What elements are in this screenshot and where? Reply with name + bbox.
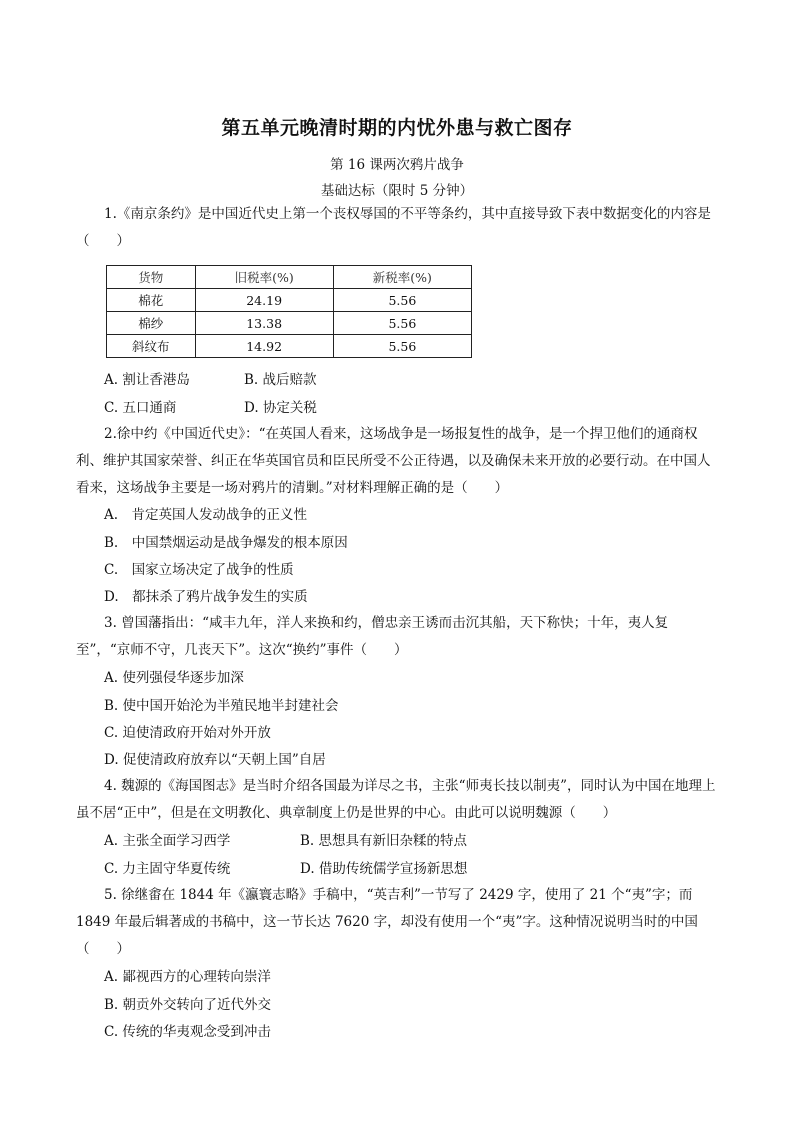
table-header-cell: 货物 (107, 266, 196, 289)
question-5-stem: 5. 徐继畬在 1844 年《瀛寰志略》手稿中，“英吉利”一节写了 2429 字，使用了 21 个“夷”字；而 1849 年最后辑著成的书稿中，这一节长达 7620 字，却没有使用一个“夷”字。这种情况说明当时的中国（ ） (76, 887, 698, 957)
table-row (107, 312, 472, 335)
table-row (107, 289, 472, 312)
table-cell: 棉花 (107, 289, 196, 312)
table-cell: 棉纱 (107, 312, 196, 335)
q3-option-d[interactable]: D. 促使清政府放弃以“天朝上国”自居 (104, 752, 326, 768)
q2-option-b[interactable]: B. 中国禁烟运动是战争爆发的根本原因 (104, 535, 348, 551)
q5-option-b[interactable]: B. 朝贡外交转向了近代外交 (104, 997, 272, 1013)
q1-option-c[interactable]: C. 五口通商 (104, 400, 177, 416)
table-cell: 13.38 (195, 312, 333, 335)
q3-option-a[interactable]: A. 使列强侵华逐步加深 (104, 670, 244, 686)
q3-option-b[interactable]: B. 使中国开始沦为半殖民地半封建社会 (104, 698, 339, 714)
table-header-cell: 新税率(%) (333, 266, 471, 289)
q4-option-a[interactable]: A. 主张全面学习西学 (104, 833, 231, 849)
q4-option-c[interactable]: C. 力主固守华夏传统 (104, 861, 231, 877)
question-3-stem: 3. 曾国藩指出：“咸丰九年，洋人来换和约，僧忠亲王诱而击沉其船，天下称快；十年，夷人复至”，“京师不守，几丧天下”。这次“换约”事件（ ） (76, 615, 669, 658)
table-cell: 14.92 (195, 335, 333, 358)
question-4-stem: 4. 魏源的《海国图志》是当时介绍各国最为详尽之书，主张“师夷长技以制夷”，同时认为中国在地理上虽不居“正中”，但是在文明教化、典章制度上仍是世界的中心。由此可以说明魏源（ ） (76, 778, 716, 821)
unit-title: 第五单元晚清时期的内忧外患与救亡图存 (221, 117, 573, 139)
q4-option-b[interactable]: B. 思想具有新旧杂糅的特点 (300, 833, 468, 849)
q5-option-a[interactable]: A. 鄙视西方的心理转向崇洋 (104, 969, 271, 985)
table-cell: 5.56 (333, 335, 471, 358)
q1-option-d[interactable]: D. 协定关税 (244, 400, 317, 416)
q2-option-a[interactable]: A. 肯定英国人发动战争的正义性 (104, 507, 308, 523)
question-2-stem: 2.徐中约《中国近代史》：“在英国人看来，这场战争是一场报复性的战争，是一个捍卫他们的通商权利、维护其国家荣誉、纠正在华英国官员和臣民所受不公正待遇，以及确保未来开放的必要行动。在中国人看来，这场战争主要是一场对鸦片的清剿。”对材料理解正确的是（ ） (76, 426, 711, 496)
q1-option-a[interactable]: A. 割让香港岛 (104, 372, 190, 388)
table-cell: 24.19 (195, 289, 333, 312)
tax-rate-table (106, 265, 472, 358)
q5-option-c[interactable]: C. 传统的华夷观念受到冲击 (104, 1024, 271, 1040)
table-cell: 斜纹布 (107, 335, 196, 358)
table-cell: 5.56 (333, 312, 471, 335)
section-title: 基础达标（限时 5 分钟） (320, 183, 474, 199)
table-header-cell: 旧税率(%) (195, 266, 333, 289)
table-row (107, 335, 472, 358)
table-header-row (107, 266, 472, 289)
q4-option-d[interactable]: D. 借助传统儒学宣扬新思想 (300, 861, 468, 877)
q2-option-d[interactable]: D. 都抹杀了鸦片战争发生的实质 (104, 589, 308, 605)
table-cell: 5.56 (333, 289, 471, 312)
lesson-title: 第 16 课两次鸦片战争 (330, 157, 464, 173)
question-1-stem: 1.《南京条约》是中国近代史上第一个丧权辱国的不平等条约，其中直接导致下表中数据变化的内容是（ ） (76, 206, 711, 249)
q3-option-c[interactable]: C. 迫使清政府开始对外开放 (104, 725, 271, 741)
q1-option-b[interactable]: B. 战后赔款 (244, 372, 317, 388)
q2-option-c[interactable]: C. 国家立场决定了战争的性质 (104, 562, 294, 578)
